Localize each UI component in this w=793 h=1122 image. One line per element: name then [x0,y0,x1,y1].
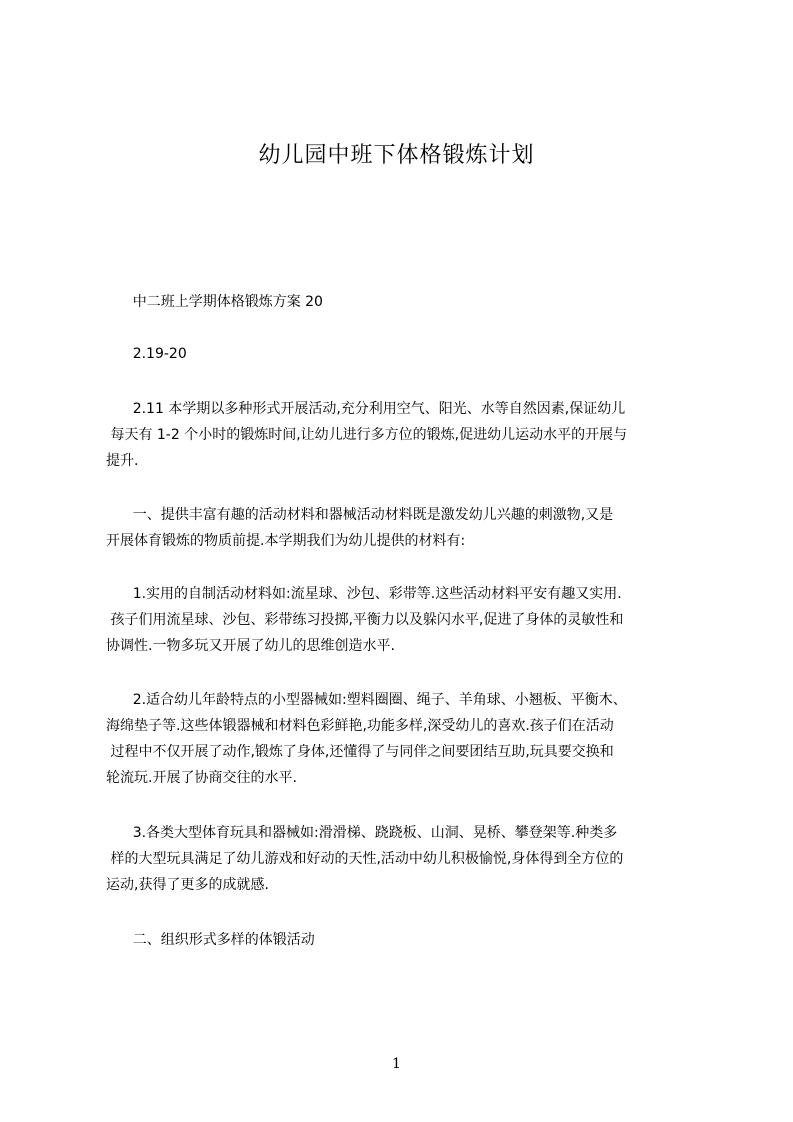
paragraph-item-2 [106,687,706,791]
paragraph-line: 样的大型玩具满足了幼儿游戏和好动的天性,活动中幼儿积极愉悦,身体得到全方位的 [106,851,624,867]
paragraph-line: 协调性.一物多玩又开展了幼儿的思维创造水平. [106,638,395,654]
paragraph-line: 开展体育锻炼的物质前提.本学期我们为幼儿提供的材料有: [106,533,466,549]
paragraph-plan-title [106,289,706,315]
paragraph-item-1 [106,581,706,659]
paragraph-line: 中二班上学期体格锻炼方案 20 [106,294,323,310]
paragraph-line: 提升. [106,453,139,469]
paragraph-line: 过程中不仅开展了动作,锻炼了身体,还懂得了与同伴之间要团结互助,玩具要交换和 [106,744,614,760]
paragraph-line: 2.19-20 [106,346,187,362]
paragraph-line: 1.实用的自制活动材料如:流星球、沙包、彩带等.这些活动材料平安有趣又实用. [106,586,622,602]
document-title: 幼儿园中班下体格锻炼计划 [258,143,535,168]
paragraph-line: 一、提供丰富有趣的活动材料和器械活动材料既是激发幼儿兴趣的刺激物,又是 [106,507,614,523]
paragraph-line: 2.适合幼儿年龄特点的小型器械如:塑料圈圈、绳子、羊角球、小翘板、平衡木、 [106,692,627,708]
paragraph-line: 每天有 1-2 个小时的锻炼时间,让幼儿进行多方位的锻炼,促进幼儿运动水平的开展与 [106,427,628,443]
paragraph-line: 轮流玩.开展了协商交往的水平. [106,770,297,786]
paragraph-date [106,341,706,367]
paragraph-line: 2.11 本学期以多种形式开展活动,充分利用空气、阳光、水等自然因素,保证幼儿 [106,401,626,417]
paragraph-section-one [106,502,706,554]
paragraph-section-two [106,927,706,953]
page-number: 1 [392,1056,401,1072]
paragraph-line: 运动,获得了更多的成就感. [106,877,269,893]
paragraph-line: 二、组织形式多样的体锻活动 [106,932,315,948]
paragraph-item-3 [106,820,706,898]
paragraph-line: 3.各类大型体育玩具和器械如:滑滑梯、跷跷板、山洞、晃桥、攀登架等.种类多 [106,825,618,841]
paragraph-intro [106,396,706,474]
paragraph-line: 孩子们用流星球、沙包、彩带练习投掷,平衡力以及躲闪水平,促进了身体的灵敏性和 [106,612,624,628]
paragraph-line: 海绵垫子等.这些体锻器械和材料色彩鲜艳,功能多样,深受幼儿的喜欢.孩子们在活动 [106,718,614,734]
